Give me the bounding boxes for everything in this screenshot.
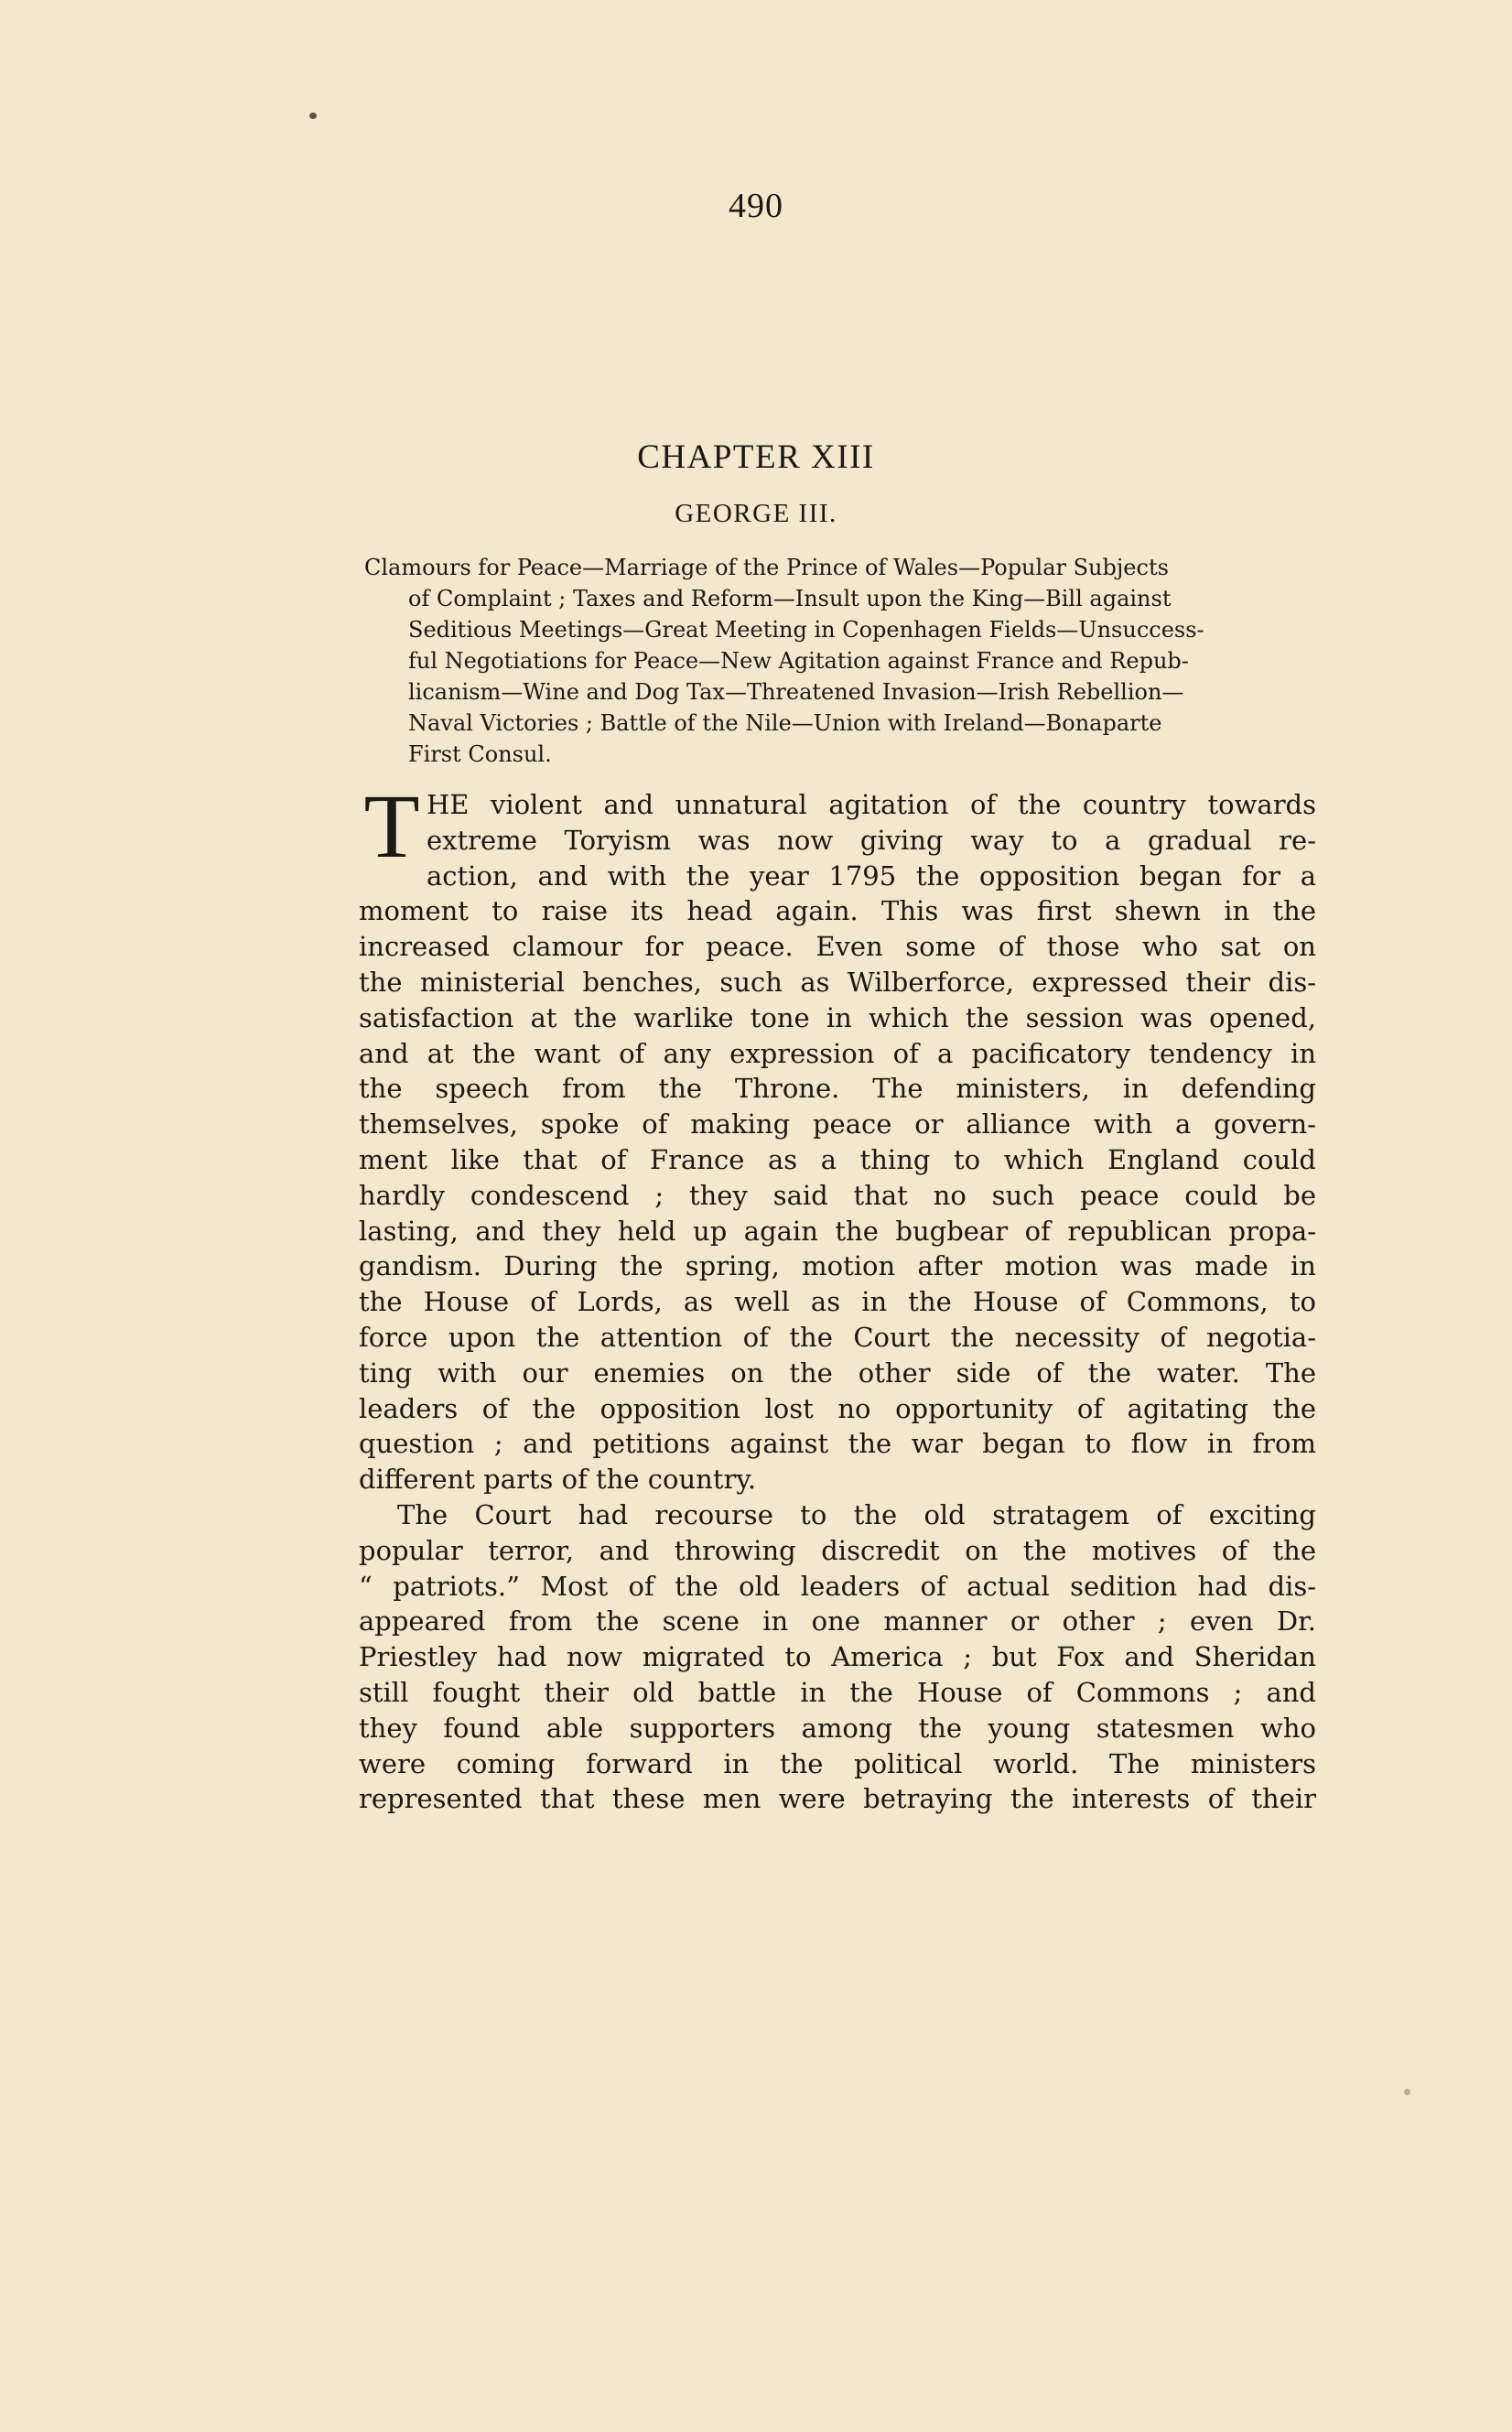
body-line: Priestley had now migrated to America ; but Fox and Sheridan — [359, 1641, 1316, 1673]
chapter-title: CHAPTER XIII — [637, 438, 875, 476]
body-line: action, and with the year 1795 the opposition began for a — [427, 859, 1316, 892]
body-line: gandism. During the spring, motion after motion was made in — [359, 1250, 1316, 1282]
body-line: and at the want of any expression of a pacificatory tendency in — [359, 1037, 1316, 1069]
drop-cap: T — [363, 775, 420, 877]
body-text — [359, 775, 1316, 1817]
body-line: they found able supporters among the young statesmen who — [359, 1712, 1316, 1744]
synopsis-line: Seditious Meetings—Great Meeting in Copenhagen Fields—Unsuccess- — [408, 617, 1204, 643]
body-line: “ patriots.” Most of the old leaders of actual sedition had dis- — [359, 1570, 1316, 1602]
body-line: force upon the attention of the Court the necessity of negotia- — [359, 1321, 1316, 1353]
body-line: the House of Lords, as well as in the House of Commons, to — [359, 1286, 1316, 1318]
body-line: the ministerial benches, such as Wilberforce, expressed their dis- — [359, 966, 1316, 998]
body-line: lasting, and they held up again the bugbear of republican propa- — [359, 1215, 1316, 1247]
chapter-synopsis — [364, 552, 1312, 770]
body-line: represented that these men were betraying the interests of their — [359, 1783, 1316, 1815]
body-line: popular terror, and throwing discredit on the motives of the — [359, 1534, 1316, 1566]
body-line: different parts of the country. — [359, 1464, 757, 1496]
body-line: satisfaction at the warlike tone in which the session was opened, — [359, 1001, 1316, 1033]
synopsis-line: Clamours for Peace—Marriage of the Prince of Wales—Popular Subjects — [364, 555, 1169, 580]
synopsis-line: of Complaint ; Taxes and Reform—Insult upon the King—Bill against — [408, 586, 1172, 611]
body-line: extreme Toryism was now giving way to a gradual re- — [427, 824, 1316, 856]
body-line: leaders of the opposition lost no opportunity of agitating the — [359, 1392, 1316, 1424]
chapter-subtitle: GEORGE III. — [675, 499, 837, 528]
paper-speck — [1404, 2089, 1410, 2095]
synopsis-line: ful Negotiations for Peace—New Agitation against France and Repub- — [408, 648, 1189, 674]
synopsis-line: First Consul. — [408, 741, 552, 767]
body-line: hardly condescend ; they said that no such peace could be — [359, 1179, 1316, 1211]
body-line: were coming forward in the political world. The ministers — [359, 1747, 1316, 1779]
paper-speck — [309, 113, 317, 119]
body-line: ting with our enemies on the other side of the water. The — [359, 1357, 1316, 1389]
body-line: themselves, spoke of making peace or alliance with a govern- — [359, 1108, 1316, 1140]
body-line: still fought their old battle in the House of Commons ; and — [359, 1676, 1316, 1708]
synopsis-line: Naval Victories ; Battle of the Nile—Union with Ireland—Bonaparte — [408, 710, 1162, 736]
page-number: 490 — [729, 187, 783, 225]
body-line: question ; and petitions against the war began to flow in from — [359, 1428, 1316, 1460]
body-line: The Court had recourse to the old stratagem of exciting — [397, 1498, 1316, 1530]
body-line: increased clamour for peace. Even some of those who sat on — [359, 931, 1316, 963]
body-line: moment to raise its head again. This was first shewn in the — [359, 895, 1316, 927]
body-line: the speech from the Throne. The ministers, in defending — [359, 1073, 1316, 1105]
body-line: HE violent and unnatural agitation of the country towards — [427, 789, 1316, 820]
body-line: ment like that of France as a thing to which England could — [359, 1143, 1316, 1175]
body-line: appeared from the scene in one manner or other ; even Dr. — [359, 1605, 1316, 1638]
synopsis-line: licanism—Wine and Dog Tax—Threatened Invasion—Irish Rebellion— — [408, 679, 1184, 705]
